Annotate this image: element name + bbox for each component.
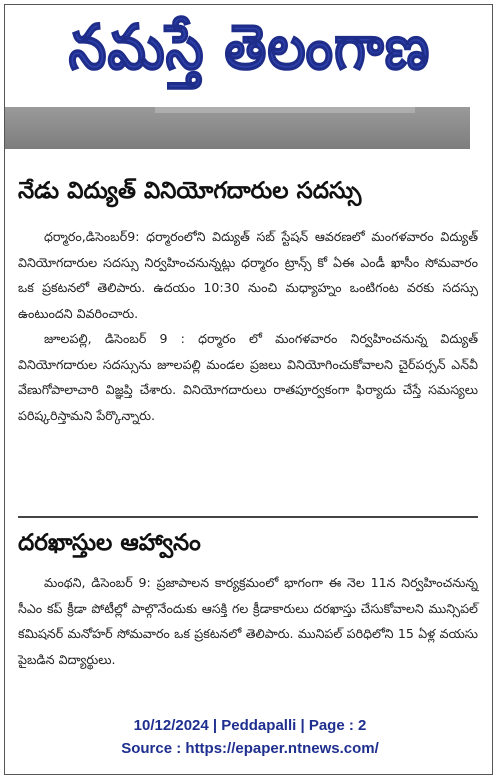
- article-body: [18, 224, 478, 428]
- footer-source-line: Source : https://epaper.ntnews.com/: [121, 740, 379, 757]
- footer-date-line: 10/12/2024 | Peddapalli | Page : 2: [133, 717, 367, 734]
- article-divider: [18, 516, 478, 518]
- masthead: [5, 5, 494, 105]
- masthead-title: నమస్తే తెలంగాణ: [68, 10, 431, 84]
- date-strip-overlay: [155, 107, 415, 113]
- article-headline: నేడు విద్యుత్‌ వినియోగదారుల సదస్సు: [18, 178, 362, 204]
- article-paragraph: మంథని, డిసెంబర్‌ 9: ప్రజాపాలన కార్యక్రమంలో భాగంగా ఈ నెల 11న నిర్వహించనున్న సీఎం కప్‌ క్రీడా పోటీల్లో పాల్గొనేందుకు ఆసక్తి గల క్రీడాకారులు దరఖాస్తు చేసుకోవాలని మున్సిపల్‌ కమిషనర్‌ మనోహర్‌ సోమవారం ఒక ప్రకటనలో తెలిపారు. మునిపల్‌ పరిధిలోని 15 ఏళ్ల వయసు పైబడిన విద్యార్థులు.: [18, 575, 478, 667]
- article-applications: [18, 528, 478, 672]
- article-paragraph: ధర్మారం,డిసెంబర్‌9: ధర్మారంలోని విద్యుత్‌ సబ్‌ స్టేషన్‌ ఆవరణలో మంగళవారం విద్యుత్‌ వినియోగదారుల సదస్సు నిర్వహించనున్నట్లు ధర్మారం ట్రాన్స్‌ కో ఏఈ ఎండీ ఖాసీం సోమవారం ఒక ప్రకటనలో తెలిపారు. ఉదయం 10:30 నుంచి మధ్యాహ్నం ఒంటిగంట వరకు సదస్సు ఉంటుందని వివరించారు.: [18, 229, 478, 321]
- article-electricity: [18, 176, 478, 428]
- article-headline: దరఖాస్తుల ఆహ్వానం: [18, 530, 201, 556]
- article-body: [18, 570, 478, 672]
- article-paragraph: జూలపల్లి, డిసెంబర్‌ 9 : ధర్మారం లో మంగళవారం నిర్వహించనున్న విద్యుత్‌ వినియోగదారుల సదస్సును జూలపల్లి మండల ప్రజలు వినియోగించుకోవాలని చైర్‌పర్సన్‌ ఎన్‌వీ వేణుగోపాలాచారి విజ్ఞప్తి చేశారు. వినియోగదారులు రాతపూర్వకంగా ఫిర్యాదు చేస్తే సమస్యలు పరిష్కరిస్తామని పేర్కొన్నారు.: [18, 331, 478, 423]
- date-strip: [5, 107, 470, 149]
